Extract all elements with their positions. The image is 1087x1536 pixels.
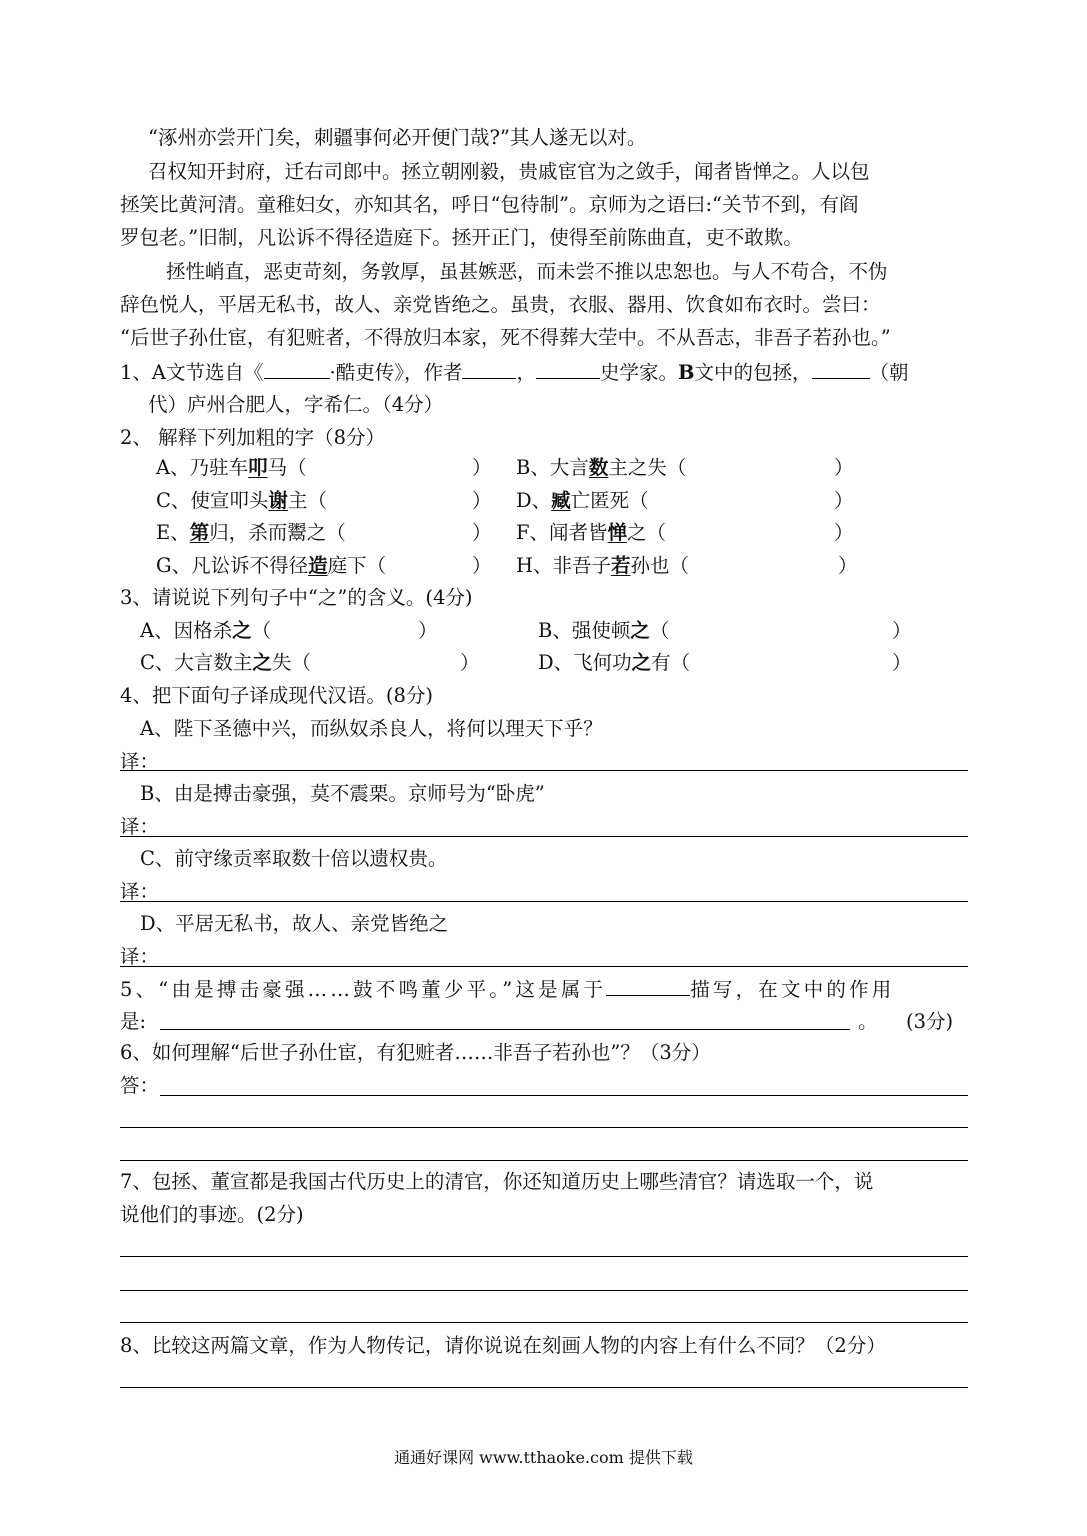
q4-sentence-b: B、由是搏击豪强，莫不震栗。京师号为“卧虎” bbox=[140, 782, 545, 805]
q3-item-a-close: ） bbox=[418, 619, 438, 642]
question-8-title: 8、比较这两篇文章，作为人物传记，请你说说在刻画人物的内容上有什么不同？（2分） bbox=[120, 1334, 886, 1357]
answer-label: 答： bbox=[120, 1074, 160, 1097]
answer-line[interactable] bbox=[120, 1127, 968, 1128]
text-segment: ·酷吏传》，作者 bbox=[329, 361, 463, 384]
q3-item-a bbox=[140, 619, 271, 643]
q2-item-c bbox=[156, 489, 327, 513]
passage-paragraph-2-line-1: 召权知开封府，迁右司郎中。拯立朝刚毅，贵戚宦官为之敛手，闻者皆惮之。人以包 bbox=[148, 160, 870, 183]
answer-line[interactable] bbox=[120, 1322, 968, 1323]
text-segment: ， bbox=[516, 361, 536, 384]
q2-item-a-close: ） bbox=[472, 456, 492, 479]
q3-item-b-close: ） bbox=[892, 619, 912, 642]
text-segment: 5、“由是搏击豪强……鼓不鸣董少平。”这是属于 bbox=[120, 978, 607, 1001]
passage-paragraph-3-line-1: 拯性峭直，恶吏苛刻，务敦厚，虽甚嫉恶，而未尝不推以忠恕也。与人不苟合，不伪 bbox=[166, 260, 888, 283]
text-segment: 主之失（ bbox=[608, 456, 687, 479]
q4-sentence-c: C、前守缘贡率取数十倍以遗权贵。 bbox=[140, 847, 448, 870]
bold-char: 若 bbox=[611, 554, 631, 577]
q2-item-a bbox=[156, 456, 307, 480]
answer-line[interactable] bbox=[160, 1029, 850, 1030]
text-segment: G、凡讼诉不得径 bbox=[156, 554, 309, 577]
text-segment: 孙也（ bbox=[630, 554, 690, 577]
text-segment: 之（ bbox=[627, 521, 667, 544]
question-5-score: (3分) bbox=[906, 1010, 954, 1033]
text-segment: 文中的包拯， bbox=[694, 361, 812, 384]
answer-blank[interactable] bbox=[462, 360, 516, 379]
answer-line[interactable] bbox=[120, 770, 968, 771]
question-5-line-2-label: 是: bbox=[120, 1010, 147, 1033]
q2-item-e-close: ） bbox=[472, 521, 492, 544]
answer-blank[interactable] bbox=[264, 360, 330, 379]
question-7-line-2: 说他们的事迹。(2分) bbox=[120, 1203, 304, 1226]
text-segment: D、 bbox=[516, 489, 552, 512]
q2-item-d-close: ） bbox=[834, 489, 854, 512]
text-segment: A文节选自《 bbox=[151, 361, 264, 384]
text-segment: D、飞何功 bbox=[538, 651, 632, 674]
text-segment: 庭下（ bbox=[327, 554, 387, 577]
text-segment: 归，杀而鬻之（ bbox=[209, 521, 346, 544]
q2-item-f-close: ） bbox=[834, 521, 854, 544]
bold-char: 之 bbox=[252, 651, 272, 674]
q2-item-g bbox=[156, 554, 386, 578]
q4-sentence-a: A、陛下圣德中兴，而纵奴杀良人，将何以理天下乎？ bbox=[140, 717, 603, 740]
q2-item-f bbox=[516, 521, 666, 545]
q2-item-h bbox=[516, 554, 689, 578]
translation-label: 译： bbox=[120, 750, 160, 773]
answer-line[interactable] bbox=[120, 966, 968, 967]
bold-char: 惮 bbox=[607, 521, 628, 544]
answer-line[interactable] bbox=[120, 1290, 968, 1291]
text-segment: C、使宣叩头 bbox=[156, 489, 269, 512]
answer-line[interactable] bbox=[120, 901, 968, 902]
text-segment: C、大言数主 bbox=[140, 651, 253, 674]
text-segment: B bbox=[678, 361, 695, 384]
passage-paragraph-3-line-3: “后世子孙仕宦，有犯赃者，不得放归本家，死不得葬大茔中。不从吾志，非吾子若孙也。” bbox=[120, 326, 891, 349]
question-4-title: 4、把下面句子译成现代汉语。(8分) bbox=[120, 684, 434, 707]
bold-char: 之 bbox=[631, 651, 652, 674]
text-segment: F、闻者皆 bbox=[516, 521, 608, 544]
q2-item-b bbox=[516, 456, 686, 480]
q3-item-c-close: ） bbox=[460, 651, 480, 674]
answer-blank[interactable] bbox=[812, 360, 870, 379]
text-segment: 亡匿死（ bbox=[570, 489, 649, 512]
q3-item-b bbox=[538, 619, 669, 643]
answer-line[interactable] bbox=[160, 1095, 968, 1096]
passage-paragraph-2-line-2: 拯笑比黄河清。童稚妇女，亦知其名，呼日“包待制”。京师为之语曰:“关节不到，有阎 bbox=[120, 193, 859, 216]
question-5-line-1 bbox=[120, 977, 895, 1002]
text-segment: 史学家。 bbox=[599, 361, 678, 384]
bold-char: 第 bbox=[189, 521, 210, 544]
q2-item-h-close: ） bbox=[838, 554, 858, 577]
q2-item-g-close: ） bbox=[472, 554, 492, 577]
question-number: 1、 bbox=[120, 361, 152, 384]
text-segment: （朝 bbox=[869, 361, 909, 384]
text-segment: B、强使顿 bbox=[538, 619, 631, 642]
passage-paragraph-1: “涿州亦尝开门矣，刺疆事何必开便门哉?”其人遂无以对。 bbox=[148, 126, 647, 149]
text-segment: 描写，在文中的作用 bbox=[690, 978, 895, 1001]
text-segment: 有（ bbox=[651, 651, 691, 674]
answer-blank[interactable] bbox=[606, 977, 690, 996]
translation-label: 译： bbox=[120, 880, 160, 903]
text-segment: （ bbox=[251, 619, 272, 642]
bold-char: 叩 bbox=[248, 456, 268, 479]
q3-item-d bbox=[538, 651, 690, 675]
text-segment: 马（ bbox=[267, 456, 307, 479]
bold-char: 数 bbox=[588, 456, 609, 479]
bold-char: 谢 bbox=[268, 489, 288, 512]
question-5-period: 。 bbox=[858, 1010, 878, 1033]
bold-char: 之 bbox=[232, 619, 252, 642]
text-segment: B、大言 bbox=[516, 456, 589, 479]
bold-char: 造 bbox=[308, 554, 328, 577]
page-footer: 通通好课网 www.tthaoke.com 提供下载 bbox=[394, 1448, 693, 1467]
question-2-title: 2、 解释下列加粗的字（8分） bbox=[120, 426, 386, 449]
q4-sentence-d: D、平居无私书，故人、亲党皆绝之 bbox=[140, 912, 449, 935]
translation-label: 译： bbox=[120, 815, 160, 838]
question-7-line-1: 7、包拯、董宣都是我国古代历史上的清官，你还知道历史上哪些清官？请选取一个，说 bbox=[120, 1170, 874, 1193]
text-segment: E、 bbox=[156, 521, 190, 544]
q2-item-b-close: ） bbox=[834, 456, 854, 479]
answer-line[interactable] bbox=[120, 1160, 968, 1161]
q2-item-c-close: ） bbox=[472, 489, 492, 512]
passage-paragraph-3-line-2: 辞色悦人，平居无私书，故人、亲党皆绝之。虽贵，衣服、器用、饮食如布衣时。尝曰： bbox=[120, 293, 881, 316]
answer-line[interactable] bbox=[120, 1256, 968, 1257]
text-segment: 主（ bbox=[287, 489, 327, 512]
answer-blank[interactable] bbox=[536, 360, 600, 379]
text-segment: 失（ bbox=[271, 651, 311, 674]
bold-char: 臧 bbox=[551, 489, 571, 512]
q3-item-d-close: ） bbox=[892, 651, 912, 674]
q2-item-d bbox=[516, 489, 649, 513]
answer-line[interactable] bbox=[120, 1387, 968, 1388]
question-1-line-2: 代）庐州合肥人，字希仁。（4分） bbox=[148, 393, 444, 416]
passage-paragraph-2-line-3: 罗包老。”旧制，凡讼诉不得径造庭下。拯开正门，使得至前陈曲直，吏不敢欺。 bbox=[120, 226, 803, 249]
text-segment: （ bbox=[649, 619, 670, 642]
question-6-title: 6、如何理解“后世子孙仕宦，有犯赃者……非吾子若孙也”？（3分） bbox=[120, 1041, 711, 1064]
q3-item-c bbox=[140, 651, 311, 675]
question-1 bbox=[120, 360, 909, 385]
translation-label: 译： bbox=[120, 945, 160, 968]
q2-item-e bbox=[156, 521, 346, 545]
text-segment: A、乃驻车 bbox=[156, 456, 249, 479]
bold-char: 之 bbox=[630, 619, 650, 642]
text-segment: A、因格杀 bbox=[140, 619, 233, 642]
question-3-title: 3、请说说下列句子中“之”的含义。(4分) bbox=[120, 586, 473, 609]
answer-line[interactable] bbox=[120, 836, 968, 837]
text-segment: H、非吾子 bbox=[516, 554, 612, 577]
